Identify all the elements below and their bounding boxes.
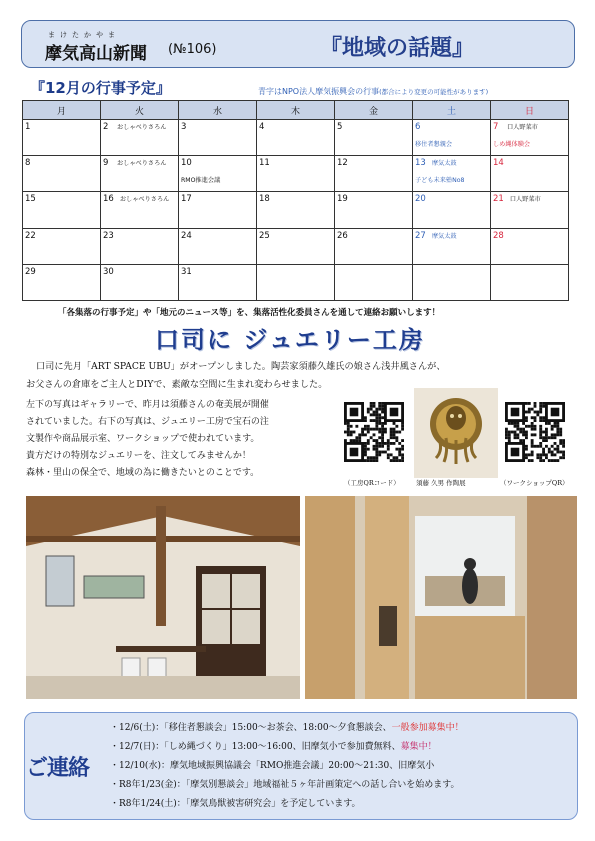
day-number: 22 [25, 230, 36, 241]
day-number: 20 [415, 194, 426, 205]
article-intro-line: 口司に先月「ART SPACE UBU」がオープンしました。陶芸家須藤久雄氏の娘さん浅井風さんが、 [36, 361, 446, 372]
event-label: おしゃべりさろん [119, 196, 170, 204]
gallery-photo [26, 496, 300, 699]
day-number: 3 [181, 122, 187, 132]
calendar-week [23, 228, 569, 264]
day-number: 18 [259, 194, 270, 205]
article-headline: 口司に ジュエリー工房 [155, 326, 425, 354]
day-number: 12 [337, 158, 348, 169]
section-topic: 『地域の話題』 [320, 35, 475, 61]
day-number: 26 [337, 230, 348, 241]
article-body-line: 文製作や商品展示室、ワークショップで使われています。 [26, 434, 260, 444]
calendar-day-cell [491, 192, 569, 228]
calendar-day-cell [257, 264, 335, 300]
calendar-day-cell [491, 264, 569, 300]
issue-number: (№106) [168, 42, 217, 57]
day-number: 24 [181, 230, 192, 241]
calendar-day-cell [257, 120, 335, 156]
day-number: 2 [103, 122, 109, 132]
calendar-day-cell [491, 120, 569, 156]
workshop-photo [305, 496, 577, 699]
event-label: おしゃべりさろん [117, 160, 167, 168]
notice-item: ・12/7(日)：「しめ縄づくり」13:00～16:00、旧摩気小で参加費無料、募集中！ [110, 742, 437, 752]
workshop-qr-code[interactable] [344, 402, 404, 462]
notice-item: ・R8年1/23(金)：「摩気別懇談会」地域福祉５ヶ年計画策定への話し合いを始めます。 [110, 780, 460, 790]
article-body [26, 397, 341, 482]
event-label: 口人野菜市 [509, 196, 541, 204]
event-label: 口人野菜市 [507, 124, 538, 131]
calendar-week [23, 156, 569, 192]
brooch-photo [414, 388, 498, 478]
notices-list [110, 719, 464, 814]
calendar-day-cell [23, 228, 101, 264]
contact-request: 「各集落の行事予定」や「地元のニュース等」を、集落活性化委員さんを通して連絡お願いします！ [58, 308, 441, 318]
article-body-line: 左下の写真はギャラリーで、昨月は須藤さんの奄美展が開催 [26, 400, 269, 410]
notices-label: ご連絡 [26, 756, 90, 781]
calendar-day-cell [413, 264, 491, 300]
weekday-header: 土 [413, 101, 491, 120]
calendar-day-cell [101, 228, 179, 264]
day-number: 27 [415, 230, 426, 241]
event-calendar [22, 100, 569, 301]
day-number: 6 [415, 122, 421, 132]
day-number: 16 [103, 194, 114, 205]
event-label: 摩気太鼓 [431, 160, 457, 168]
article-body-line: 森林・里山の保全で、地域の為に働きたいとのことです。 [26, 468, 260, 478]
day-number: 13 [415, 158, 426, 169]
event-label: 移住者懇親会 [415, 141, 453, 148]
calendar-day-cell [179, 228, 257, 264]
day-number: 31 [181, 266, 192, 277]
day-number: 14 [493, 158, 504, 169]
day-number: 8 [25, 158, 31, 169]
calendar-day-cell [23, 264, 101, 300]
calendar-day-cell [413, 120, 491, 156]
calendar-day-cell [101, 264, 179, 300]
event-label: RMO推進会議 [181, 177, 221, 185]
calendar-week [23, 120, 569, 156]
event-label: しめ縄体験会 [493, 141, 531, 148]
calendar-day-cell [257, 192, 335, 228]
notice-item: ・12/10(水)：摩気地域振興協議会「RMO推進会議」20:00～21:30、旧摩気小 [110, 761, 435, 771]
event-label: 摩気太鼓 [431, 232, 457, 240]
calendar-week [23, 192, 569, 228]
day-number: 17 [181, 194, 192, 205]
day-number: 10 [181, 158, 192, 169]
calendar-day-cell [23, 120, 101, 156]
day-number: 1 [25, 122, 31, 132]
calendar-day-cell [413, 156, 491, 192]
day-number: 29 [25, 266, 36, 277]
calendar-day-cell [179, 264, 257, 300]
weekday-header: 火 [101, 101, 179, 120]
weekday-header: 日 [491, 101, 569, 120]
calendar-day-cell [101, 120, 179, 156]
newspaper-name: 摩気高山新聞 [45, 44, 147, 64]
masthead-ruby: まけたかやま [48, 31, 120, 39]
calendar-day-cell [335, 228, 413, 264]
notice-item: ・12/6(土)：「移住者懇談会」15:00～お茶会、18:00～夕食懇談会、一般参加募集中！ [110, 723, 464, 733]
calendar-week [23, 264, 569, 300]
calendar-day-cell [257, 228, 335, 264]
calendar-day-cell [179, 120, 257, 156]
qr-caption: （工房QRコード） [344, 479, 400, 487]
qr-caption: （ワークショップQR） [500, 479, 569, 487]
event-label: おしゃべりさろん [117, 124, 167, 131]
workshop-qr-code[interactable] [505, 402, 565, 462]
day-number: 28 [493, 230, 504, 241]
calendar-day-cell [335, 120, 413, 156]
calendar-day-cell [335, 192, 413, 228]
day-number: 15 [25, 194, 36, 205]
day-number: 4 [259, 122, 265, 132]
weekday-header: 金 [335, 101, 413, 120]
calendar-day-cell [413, 228, 491, 264]
calendar-day-cell [23, 156, 101, 192]
calendar-day-cell [491, 228, 569, 264]
weekday-header: 水 [179, 101, 257, 120]
day-number: 25 [259, 230, 270, 241]
day-number: 23 [103, 230, 114, 241]
calendar-title: 『12月の行事予定』 [30, 79, 171, 97]
article-body-line: されていました。右下の写真は、ジュエリー工房で宝石の注 [26, 417, 269, 427]
calendar-day-cell [491, 156, 569, 192]
weekday-header: 月 [23, 101, 101, 120]
notice-item: ・R8年1/24(土)：「摩気鳥獣被害研究会」を予定しています。 [110, 799, 361, 809]
weekday-header: 木 [257, 101, 335, 120]
calendar-day-cell [179, 192, 257, 228]
brooch-caption: 須藤 久男 作陶展 [416, 479, 466, 487]
calendar-day-cell [335, 264, 413, 300]
day-number: 21 [493, 194, 504, 205]
event-label: 子ども未来塾No8 [415, 177, 465, 185]
day-number: 5 [337, 122, 343, 132]
day-number: 30 [103, 266, 114, 277]
calendar-day-cell [101, 192, 179, 228]
day-number: 11 [259, 158, 270, 169]
calendar-day-cell [101, 156, 179, 192]
calendar-day-cell [413, 192, 491, 228]
article-body-line: 貴方だけの特別なジュエリーを、注文してみませんか！ [26, 451, 251, 461]
article-intro-line: お父さんの倉庫をご主人とDIYで、素敵な空間に生まれ変わらせました。 [26, 379, 328, 390]
day-number: 19 [337, 194, 348, 205]
day-number: 9 [103, 158, 109, 169]
calendar-day-cell [257, 156, 335, 192]
calendar-note: 青字はNPO法人摩気振興会の行事(都合により変更の可能性があります) [258, 87, 489, 96]
calendar-day-cell [335, 156, 413, 192]
day-number: 7 [493, 122, 499, 132]
calendar-day-cell [23, 192, 101, 228]
calendar-day-cell [179, 156, 257, 192]
